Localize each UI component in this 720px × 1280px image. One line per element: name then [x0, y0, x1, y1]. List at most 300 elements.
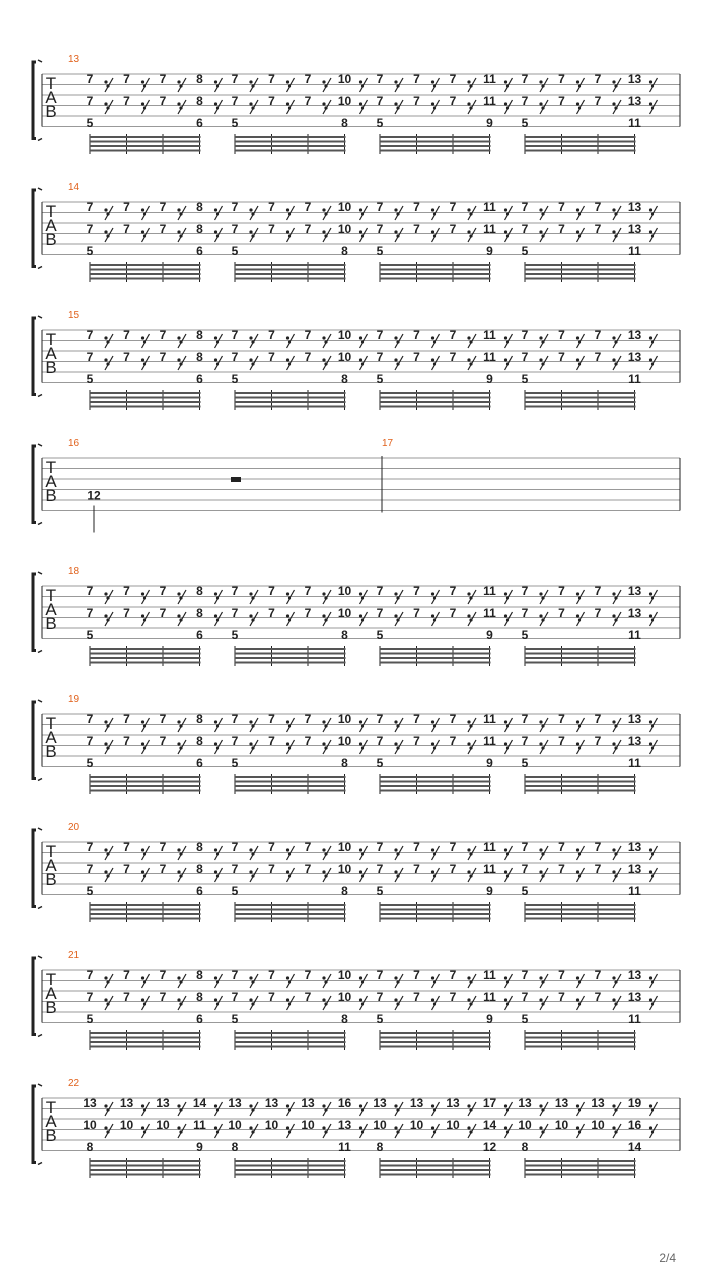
slash-dot	[539, 80, 542, 83]
fret-number: 7	[231, 72, 239, 86]
slash-dot	[177, 336, 180, 339]
beam	[235, 392, 346, 394]
fret-number: 6	[196, 1012, 203, 1026]
slash-dot	[469, 340, 472, 343]
fret-number: 7	[159, 72, 167, 86]
beam	[380, 653, 491, 655]
slash-dot	[541, 84, 544, 87]
slash-dot	[177, 230, 180, 233]
fret-number: 14	[192, 1096, 207, 1110]
slash-dot	[359, 358, 362, 361]
fret-number: 8	[196, 584, 203, 598]
bracket-hook	[38, 956, 42, 958]
tab-clef-letter: B	[45, 1126, 57, 1145]
slash-dot	[141, 80, 144, 83]
slash-dot	[396, 106, 399, 109]
slash-dot	[433, 1108, 436, 1111]
tab-clef-letter: A	[45, 600, 57, 619]
fret-number: 7	[558, 840, 565, 854]
slash-dot	[104, 614, 107, 617]
fret-number: 10	[337, 328, 352, 342]
slash-dot	[394, 230, 397, 233]
fret-number: 7	[304, 606, 312, 620]
slash-dot	[614, 852, 617, 855]
slash-dot	[467, 998, 470, 1001]
beam	[380, 264, 491, 266]
fret-number: 7	[268, 222, 275, 236]
beam	[235, 136, 346, 138]
slash-dot	[249, 1126, 252, 1129]
slash-dot	[651, 746, 654, 749]
slash-dot	[649, 976, 652, 979]
slash-dot	[467, 1104, 470, 1107]
slash-dot	[576, 592, 579, 595]
fret-number: 11	[483, 200, 496, 214]
slash-dot	[179, 852, 182, 855]
page-number: 2/4	[659, 1251, 676, 1265]
fret-number: 7	[521, 712, 529, 726]
beam	[525, 904, 636, 906]
slash-dot	[214, 358, 217, 361]
fret-number: 7	[449, 862, 457, 876]
beam	[380, 909, 491, 911]
beam	[90, 785, 201, 787]
slash-dot	[431, 208, 434, 211]
slash-dot	[177, 720, 180, 723]
slash-dot	[396, 234, 399, 237]
beam	[90, 392, 201, 394]
fret-number: 7	[558, 350, 565, 364]
slash-dot	[249, 102, 252, 105]
system-bracket-icon	[33, 574, 36, 651]
slash-dot	[249, 720, 252, 723]
beam	[235, 918, 346, 920]
slash-dot	[539, 720, 542, 723]
slash-dot	[612, 998, 615, 1001]
fret-number: 7	[594, 584, 602, 598]
fret-number: 7	[594, 712, 602, 726]
slash-dot	[216, 874, 219, 877]
slash-dot	[469, 1130, 472, 1133]
fret-number: 9	[486, 116, 493, 130]
fret-number: 13	[627, 734, 642, 748]
slash-dot	[614, 874, 617, 877]
fret-number: 7	[123, 94, 130, 108]
slash-dot	[469, 746, 472, 749]
slash-dot	[179, 746, 182, 749]
fret-number: 13	[518, 1096, 532, 1110]
slash-dot	[396, 1130, 399, 1133]
fret-number: 7	[558, 328, 565, 342]
beam	[235, 781, 346, 783]
slash-dot	[504, 102, 507, 105]
slash-dot	[251, 746, 254, 749]
slash-dot	[614, 106, 617, 109]
slash-dot	[359, 102, 362, 105]
fret-number: 10	[409, 1118, 424, 1132]
beam	[235, 141, 346, 143]
slash-dot	[396, 362, 399, 365]
fret-number: 7	[521, 200, 529, 214]
fret-number: 5	[231, 116, 239, 130]
beam	[235, 909, 346, 911]
slash-dot	[177, 614, 180, 617]
fret-number: 13	[591, 1096, 605, 1110]
fret-number: 16	[337, 1096, 352, 1110]
slash-dot	[216, 618, 219, 621]
fret-number: 12	[87, 488, 101, 503]
slash-dot	[286, 1126, 289, 1129]
fret-number: 11	[483, 862, 496, 876]
slash-dot	[141, 102, 144, 105]
slash-dot	[141, 870, 144, 873]
fret-number: 7	[268, 990, 275, 1004]
slash-dot	[651, 874, 654, 877]
beam	[525, 273, 636, 275]
tab-clef-letter: T	[45, 586, 57, 605]
slash-dot	[612, 720, 615, 723]
slash-dot	[104, 848, 107, 851]
beam	[380, 141, 491, 143]
slash-dot	[539, 870, 542, 873]
slash-dot	[288, 1108, 291, 1111]
beam	[525, 1041, 636, 1043]
fret-number: 12	[482, 1140, 497, 1154]
slash-dot	[649, 870, 652, 873]
beam	[90, 657, 201, 659]
slash-dot	[467, 102, 470, 105]
fret-number: 10	[337, 200, 352, 214]
beam	[525, 150, 636, 152]
tab-clef-letter: T	[45, 842, 57, 861]
slash-dot	[504, 720, 507, 723]
measure-number: 18	[68, 566, 80, 577]
slash-dot	[469, 234, 472, 237]
slash-dot	[214, 230, 217, 233]
slash-dot	[359, 1126, 362, 1129]
slash-dot	[578, 724, 581, 727]
fret-number: 13	[119, 1096, 134, 1110]
slash-dot	[106, 234, 109, 237]
fret-number: 5	[521, 116, 529, 130]
slash-dot	[506, 618, 509, 621]
fret-number: 8	[196, 350, 203, 364]
beam	[525, 145, 636, 147]
fret-number: 11	[628, 628, 641, 642]
fret-number: 8	[341, 628, 348, 642]
slash-dot	[578, 362, 581, 365]
fret-number: 8	[521, 1140, 529, 1154]
slash-dot	[469, 724, 472, 727]
slash-dot	[251, 1002, 254, 1005]
slash-dot	[106, 212, 109, 215]
slash-dot	[539, 230, 542, 233]
slash-dot	[177, 976, 180, 979]
slash-dot	[578, 84, 581, 87]
slash-dot	[359, 1104, 362, 1107]
slash-dot	[104, 336, 107, 339]
slash-dot	[431, 336, 434, 339]
tab-clef-letter: B	[45, 614, 57, 633]
tab-system	[33, 822, 680, 922]
slash-dot	[359, 80, 362, 83]
slash-dot	[506, 84, 509, 87]
fret-number: 7	[521, 328, 529, 342]
slash-dot	[322, 592, 325, 595]
slash-dot	[361, 596, 364, 599]
beam	[90, 1160, 201, 1162]
slash-dot	[141, 358, 144, 361]
beam	[235, 278, 346, 280]
fret-number: 7	[304, 584, 312, 598]
fret-number: 11	[628, 1012, 641, 1026]
slash-dot	[578, 852, 581, 855]
slash-dot	[504, 976, 507, 979]
slash-dot	[179, 1108, 182, 1111]
slash-dot	[214, 720, 217, 723]
slash-dot	[467, 720, 470, 723]
fret-number: 11	[628, 244, 641, 258]
fret-number: 7	[521, 968, 529, 982]
tab-clef-letter: B	[45, 230, 57, 249]
fret-number: 8	[341, 244, 348, 258]
slash-dot	[214, 614, 217, 617]
tab-clef-letter: T	[45, 970, 57, 989]
slash-dot	[504, 998, 507, 1001]
slash-dot	[251, 852, 254, 855]
fret-number: 7	[521, 222, 529, 236]
beam	[90, 401, 201, 403]
beam	[380, 1037, 491, 1039]
system-bracket-icon	[33, 446, 36, 523]
fret-number: 10	[446, 1118, 460, 1132]
slash-dot	[614, 234, 617, 237]
slash-dot	[324, 746, 327, 749]
slash-dot	[249, 208, 252, 211]
slash-dot	[143, 362, 146, 365]
fret-number: 7	[449, 350, 457, 364]
fret-number: 7	[449, 222, 457, 236]
slash-dot	[649, 742, 652, 745]
fret-number: 5	[86, 372, 94, 386]
slash-dot	[614, 746, 617, 749]
fret-number: 7	[449, 94, 457, 108]
fret-number: 8	[341, 116, 348, 130]
slash-dot	[104, 592, 107, 595]
slash-dot	[286, 80, 289, 83]
fret-number: 7	[159, 840, 167, 854]
slash-dot	[179, 106, 182, 109]
slash-dot	[286, 208, 289, 211]
slash-dot	[361, 234, 364, 237]
beam	[235, 1174, 346, 1176]
slash-dot	[359, 976, 362, 979]
slash-dot	[141, 742, 144, 745]
slash-dot	[614, 1108, 617, 1111]
bracket-hook	[38, 1035, 42, 1037]
slash-dot	[216, 234, 219, 237]
slash-dot	[214, 998, 217, 1001]
slash-dot	[288, 234, 291, 237]
slash-dot	[433, 874, 436, 877]
slash-dot	[249, 614, 252, 617]
beam	[525, 406, 636, 408]
slash-dot	[322, 102, 325, 105]
slash-dot	[288, 874, 291, 877]
tab-clef-letter: T	[45, 202, 57, 221]
slash-dot	[433, 340, 436, 343]
beam	[90, 141, 201, 143]
slash-dot	[506, 874, 509, 877]
fret-number: 8	[196, 968, 203, 982]
slash-dot	[359, 208, 362, 211]
measure-number: 16	[68, 438, 80, 449]
slash-dot	[104, 976, 107, 979]
beam	[525, 648, 636, 650]
slash-dot	[104, 998, 107, 1001]
slash-dot	[649, 614, 652, 617]
slash-dot	[324, 1108, 327, 1111]
slash-dot	[286, 592, 289, 595]
beam	[525, 136, 636, 138]
fret-number: 5	[376, 628, 384, 642]
slash-dot	[576, 102, 579, 105]
slash-dot	[539, 742, 542, 745]
slash-dot	[541, 618, 544, 621]
bracket-hook	[38, 395, 42, 397]
beam	[90, 776, 201, 778]
beam	[235, 1032, 346, 1034]
slash-dot	[541, 1130, 544, 1133]
slash-dot	[576, 998, 579, 1001]
tab-clef-letter: A	[45, 984, 57, 1003]
fret-number: 7	[123, 990, 130, 1004]
slash-dot	[216, 362, 219, 365]
slash-dot	[614, 980, 617, 983]
slash-dot	[177, 742, 180, 745]
slash-dot	[286, 614, 289, 617]
beam	[380, 776, 491, 778]
fret-number: 7	[558, 94, 565, 108]
beam	[90, 1046, 201, 1048]
fret-number: 7	[304, 222, 312, 236]
slash-dot	[504, 848, 507, 851]
fret-number: 7	[86, 862, 94, 876]
fret-number: 7	[304, 968, 312, 982]
slash-dot	[651, 724, 654, 727]
slash-dot	[612, 614, 615, 617]
beam	[235, 273, 346, 275]
fret-number: 7	[268, 862, 275, 876]
fret-number: 14	[482, 1118, 497, 1132]
slash-dot	[322, 336, 325, 339]
slash-dot	[396, 596, 399, 599]
slash-dot	[539, 336, 542, 339]
slash-dot	[104, 742, 107, 745]
fret-number: 11	[193, 1118, 206, 1132]
fret-number: 7	[231, 990, 239, 1004]
slash-dot	[578, 340, 581, 343]
fret-number: 7	[123, 968, 130, 982]
fret-number: 7	[123, 840, 130, 854]
slash-dot	[141, 1104, 144, 1107]
slash-dot	[578, 596, 581, 599]
fret-number: 7	[594, 734, 602, 748]
fret-number: 13	[627, 94, 642, 108]
slash-dot	[143, 1002, 146, 1005]
beam	[380, 785, 491, 787]
beam	[525, 662, 636, 664]
fret-number: 10	[337, 72, 352, 86]
slash-dot	[141, 998, 144, 1001]
slash-dot	[322, 848, 325, 851]
slash-dot	[286, 998, 289, 1001]
slash-dot	[143, 852, 146, 855]
fret-number: 13	[627, 584, 642, 598]
slash-dot	[539, 592, 542, 595]
slash-dot	[143, 618, 146, 621]
slash-dot	[143, 84, 146, 87]
fret-number: 7	[304, 350, 312, 364]
slash-dot	[651, 84, 654, 87]
fret-number: 10	[337, 584, 352, 598]
tab-system	[33, 694, 680, 794]
fret-number: 7	[594, 94, 602, 108]
fret-number: 7	[558, 200, 565, 214]
fret-number: 8	[86, 1140, 94, 1154]
fret-number: 8	[196, 72, 203, 86]
fret-number: 7	[86, 840, 94, 854]
fret-number: 7	[376, 328, 384, 342]
fret-number: 8	[231, 1140, 239, 1154]
slash-dot	[576, 614, 579, 617]
slash-dot	[469, 212, 472, 215]
slash-dot	[578, 106, 581, 109]
beam	[525, 392, 636, 394]
fret-number: 7	[231, 584, 239, 598]
tab-clef-letter: T	[45, 1098, 57, 1117]
beam	[90, 269, 201, 271]
beam	[235, 653, 346, 655]
beam	[235, 1041, 346, 1043]
beam	[380, 145, 491, 147]
fret-number: 7	[376, 990, 384, 1004]
slash-dot	[539, 208, 542, 211]
fret-number: 7	[304, 840, 312, 854]
slash-dot	[324, 596, 327, 599]
fret-number: 5	[376, 884, 384, 898]
beam	[90, 662, 201, 664]
slash-dot	[249, 592, 252, 595]
fret-number: 7	[231, 350, 239, 364]
slash-dot	[578, 1002, 581, 1005]
fret-number: 13	[627, 990, 642, 1004]
fret-number: 7	[376, 712, 384, 726]
slash-dot	[541, 596, 544, 599]
slash-dot	[141, 592, 144, 595]
slash-dot	[249, 870, 252, 873]
slash-dot	[322, 1126, 325, 1129]
fret-number: 7	[86, 350, 94, 364]
fret-number: 7	[304, 328, 312, 342]
fret-number: 8	[341, 1012, 348, 1026]
slash-dot	[104, 1104, 107, 1107]
fret-number: 9	[486, 756, 493, 770]
slash-dot	[433, 618, 436, 621]
slash-dot	[649, 102, 652, 105]
tab-system	[33, 54, 680, 154]
beam	[525, 653, 636, 655]
